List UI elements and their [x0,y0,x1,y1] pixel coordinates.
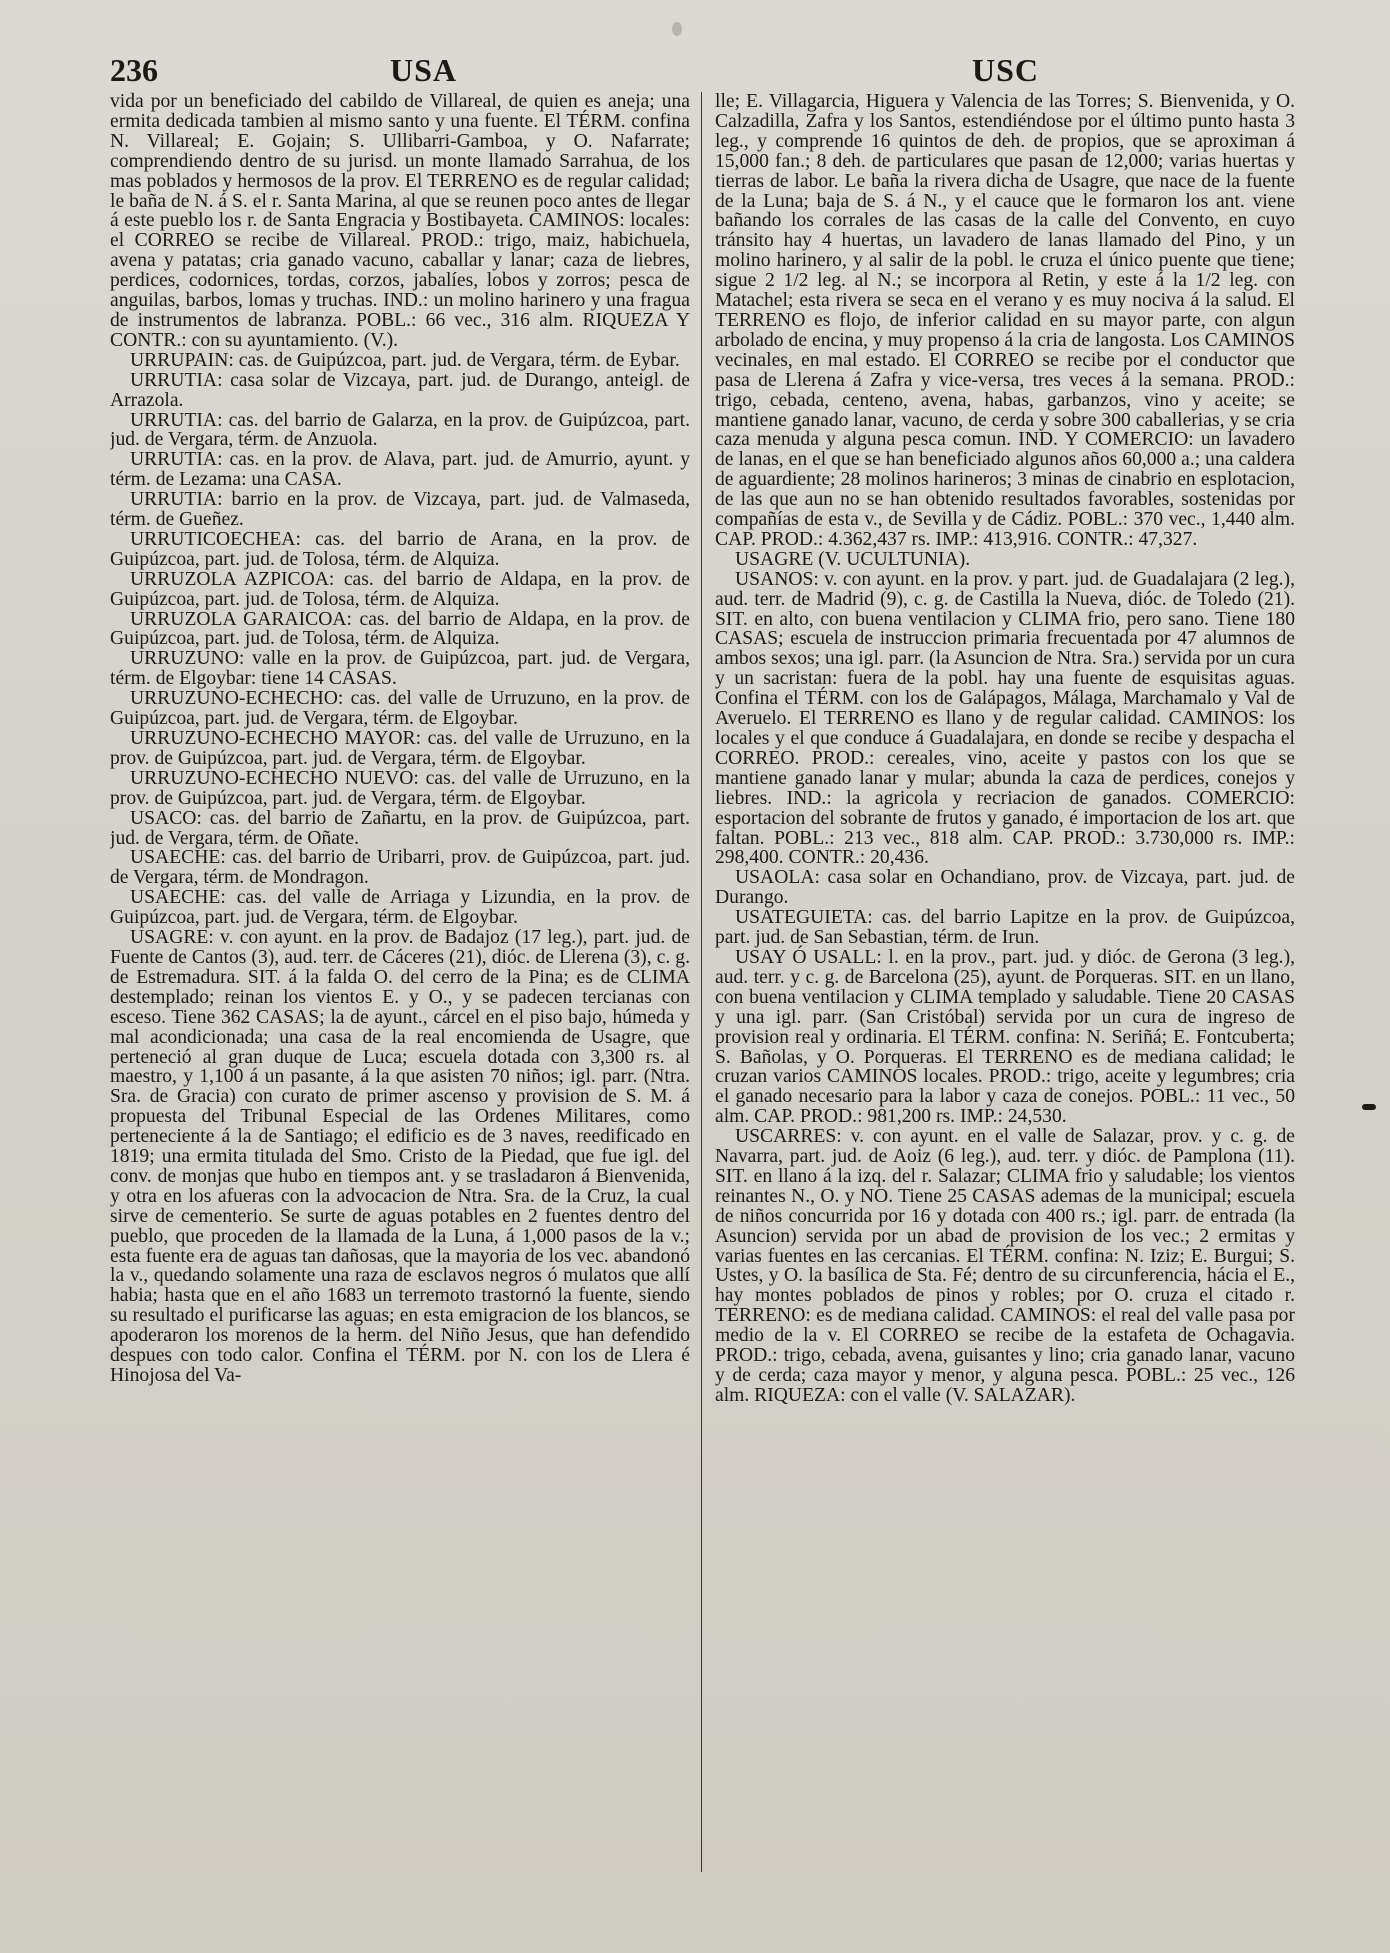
margin-mark [1362,1104,1376,1110]
entry-usanos: USANOS: v. con ayunt. en la prov. y part. jud. de Guadalajara (2 leg.), aud. terr. de Madrid (9), c. g. de Castilla la Nueva, dióc. de Toledo (21). SIT. en alto, con buena ventilacion y CLIMA frio, pero sano. Tiene 180 CASAS; escuela de instruccion primaria frecuentada por 47 alumnos de ambos sexos; una igl. parr. (la Asuncion de Ntra. Sra.) servida por un cura y un sacristan: fuera de la pobl. hay una fuente de esquisitas aguas. Confina el TÉRM. con los de Galápagos, Málaga, Marchamalo y Val de Averuelo. El TERRENO es llano y de regular calidad. CAMINOS: los locales y el que conduce á Guadalajara, en donde se recibe y despacha el CORREO. PROD.: cereales, vino, aceite y pastos con los que se mantiene ganado lanar y mular; abunda la caza de perdices, conejos y liebres. IND.: la agricola y recriacion de ganados. COMERCIO: esportacion del sobrante de frutos y ganado, é importacion de los art. que faltan. POBL.: 213 vec., 818 alm. CAP. PROD.: 3.730,000 rs. IMP.: 298,400. CONTR.: 20,436. [715,568,1295,869]
left-running-head: USA [390,52,458,88]
column-divider [701,92,702,1872]
entry-continuation: vida por un beneficiado del cabildo de Villareal, de quien es aneja; una ermita dedicada tambien al mismo santo y una fuente. El TÉRM. confina N. Villareal; E. Gojain; S. Ullibarri-Gamboa, y O. Nafarrate; comprendiendo dentro de su jurisd. un monte llamado Sarrahua, de los mas poblados y hermosos de la prov. El TERRENO es de regular calidad; le baña de N. á S. el r. Santa Marina, al que se reunen poco antes de llegar á este pueblo los r. de Santa Engracia y Bostibayeta. CAMINOS: locales: el CORREO se recibe de Villareal. PROD.: trigo, maiz, habichuela, avena y patatas; cria ganado vacuno, caballar y lanar; caza de liebres, perdices, codornices, tordas, corzos, jabalíes, lobos y zorros; pesca de anguilas, barbos, lomas y truchas. IND.: un molino harinero y una fragua de instrumentos de labranza. POBL.: 66 vec., 316 alm. RIQUEZA Y CONTR.: con su ayuntamiento. (V.). [110,92,690,351]
entry-usagre-ref: USAGRE (V. UCULTUNIA). [735,548,971,570]
entry-urruzola-azpicoa: URRUZOLA AZPICOA: cas. del barrio de Aldapa, en la prov. de Guipúzcoa, part. jud. de Tolosa, térm. de Alquiza. [110,568,690,610]
entry-urruzola-garaicoa: URRUZOLA GARAICOA: cas. del barrio de Aldapa, en la prov. de Guipúzcoa, part. jud. de Tolosa, térm. de Alquiza. [110,608,690,650]
entry-usateguieta: USATEGUIETA: cas. del barrio Lapitze en la prov. de Guipúzcoa, part. jud. de San Sebastian, térm. de Irun. [715,907,1295,949]
entry-urruticoechea: URRUTICOECHEA: cas. del barrio de Arana, en la prov. de Guipúzcoa, part. jud. de Tolosa, térm. de Alquiza. [110,528,690,570]
entry-urrutia-4: URRUTIA: barrio en la prov. de Vizcaya, part. jud. de Valmaseda, térm. de Gueñez. [110,489,690,531]
entry-usaeche-1: USAECHE: cas. del barrio de Uribarri, prov. de Guipúzcoa, part. jud. de Vergara, térm. de Mondragon. [110,847,690,889]
right-running-head: USC [972,52,1040,88]
entry-urruzuno-echecho: URRUZUNO-ECHECHO: cas. del valle de Urruzuno, en la prov. de Guipúzcoa, part. jud. de Vergara, térm. de Elgoybar. [110,688,690,730]
entry-usagre-continuation: lle; E. Villagarcia, Higuera y Valencia de las Torres; S. Bienvenida, y O. Calzadilla, Zafra y los Santos, estendiéndose por el último punto hasta 3 leg., y comprende 16 quintos de deh. de propios, que se aproximan á 15,000 fan.; 8 deh. de particulares que pasan de 12,000; varias huertas y tierras de labor. Le baña la rivera dicha de Usagre, que nace de la fuente de la Luna; baja de S. á N., y el cauce que le formaron los ant. viene bañando los corrales de las casas de la calle del Convento, en cuyo tránsito hay 4 huertas, un lavadero de lanas llamado del Pino, y un molino harinero, y al salir de la pobl. le cruza el único puente que tiene; sigue 2 1/2 leg. al N.; se incorpora al Retin, y este á la 1/2 leg. con Matachel; esta rivera se seca en el verano y es muy nociva á la salud. El TERRENO es flojo, de inferior calidad en su mayor parte, con algun arbolado de encina, y muy propenso á la cria de langosta. Los CAMINOS vecinales, en mal estado. El CORREO se recibe por el conductor que pasa de Llerena á Zafra y vice-versa, tres veces á la semana. PROD.: trigo, cebada, centeno, avena, habas, garbanzos, vino y aceite; se mantiene ganado lanar, vacuno, de cerda y sobre 300 caballerias, y se cria caza menuda y alguna pesca comun. IND. Y COMERCIO: un lavadero de lanas, en el que se han beneficiado algunos años 60,000 a.; una caldera de aguardiente; 28 molinos harineros; 3 minas de cinabrio en esplotacion, de las que aun no se han obtenido resultados favorables, sostenidas por compañías de esta v., de Sevilla y de Cádiz. POBL.: 370 vec., 1,440 alm. CAP. PROD.: 4.362,437 rs. IMP.: 413,916. CONTR.: 47,327. [715,92,1295,550]
entry-usaeche-2: USAECHE: cas. del valle de Arriaga y Lizundia, en la prov. de Guipúzcoa, part. jud. de Vergara, térm. de Elgoybar. [110,887,690,929]
left-column [110,92,690,1892]
entry-urrupain: URRUPAIN: cas. de Guipúzcoa, part. jud. de Vergara, térm. de Eybar. [130,349,680,371]
entry-uscarres: USCARRES: v. con ayunt. en el valle de Salazar, prov. y c. g. de Navarra, part. jud. de Aoiz (6 leg.), aud. terr. y dióc. de Pamplona (11). SIT. en llano á la izq. del r. Salazar; CLIMA frio y saludable; los vientos reinantes N., O. y NO. Tiene 25 CASAS ademas de la municipal; escuela de niños concurrida por 16 y dotada con 400 rs.; igl. parr. de entrada (la Asuncion) servida por un abad de provision de los vec.; 2 ermitas y varias fuentes en las cercanias. El TÉRM. confina: N. Iziz; E. Burgui; S. Ustes, y O. la basílica de Sta. Fé; dentro de su circunferencia, hácia el E., hay montes poblados de pinos y robles; por O. cruza el citado r. TERRENO: es de mediana calidad. CAMINOS: el real del valle pasa por medio de la v. El CORREO se recibe de la estafeta de Ochagavia. PROD.: trigo, cebada, avena, guisantes y lino; cria ganado lanar, vacuno y de cerda; caza mayor y menor, y alguna pesca. POBL.: 25 vec., 126 alm. RIQUEZA: con el valle (V. SALAZAR). [715,1126,1295,1406]
entry-urruzuno: URRUZUNO: valle en la prov. de Guipúzcoa, part. jud. de Vergara, térm. de Elgoybar: tiene 14 CASAS. [110,648,690,690]
entry-urrutia-1: URRUTIA: casa solar de Vizcaya, part. jud. de Durango, anteigl. de Arrazola. [110,369,690,411]
entry-usaola: USAOLA: casa solar en Ochandiano, prov. de Vizcaya, part. jud. de Durango. [715,867,1295,909]
entry-usay: USAY Ó USALL: l. en la prov., part. jud. y dióc. de Gerona (3 leg.), aud. terr. y c. g. de Barcelona (25), ayunt. de Porqueras. SIT. en un llano, con buena ventilacion y CLIMA templado y saludable. Tiene 20 CASAS y una igl. parr. (San Cristóbal) servida por un cura de ingreso de provision real y ordinaria. El TÉRM. confina: N. Seriñá; E. Fontcuberta; S. Bañolas, y O. Porqueras. El TERRENO es de mediana calidad; le cruzan varios CAMINOS locales. PROD.: trigo, aceite y legumbres; cria el ganado necesario para la labor y caza de conejos. POBL.: 11 vec., 50 alm. CAP. PROD.: 981,200 rs. IMP.: 24,530. [715,946,1295,1128]
entry-urruzuno-echecho-mayor: URRUZUNO-ECHECHO MAYOR: cas. del valle de Urruzuno, en la prov. de Guipúzcoa, part. jud. de Vergara, térm. de Elgoybar. [110,728,690,769]
entry-urrutia-3: URRUTIA: cas. en la prov. de Alava, part. jud. de Amurrio, ayunt. y térm. de Lezama: una CASA. [110,449,690,491]
entry-urruzuno-echecho-nuevo: URRUZUNO-ECHECHO NUEVO: cas. del valle de Urruzuno, en la prov. de Guipúzcoa, part. jud. de Vergara, térm. de Elgoybar. [110,767,690,809]
ink-blot [672,22,682,36]
entry-usagre: USAGRE: v. con ayunt. en la prov. de Badajoz (17 leg.), part. jud. de Fuente de Cantos (3), aud. terr. de Cáceres (21), dióc. de Llerena (3), c. g. de Estremadura. SIT. á la falda O. del cerro de la Pina; es de CLIMA destemplado; reinan los vientos E. y O., y se padecen tercianas con esceso. Tiene 362 CASAS; la de ayunt., cárcel en el piso bajo, húmeda y mal acondicionada; una casa de la real encomienda de Usagre, que perteneció al gran duque de Luca; escuela dotada con 3,300 rs. al maestro, y 1,100 á un pasante, á la que asisten 70 niños; igl. parr. (Ntra. Sra. de Gracia) con curato de primer ascenso y provision de S. M. á propuesta del Tribunal Especial de las Ordenes Militares, como perteneciente á la de Santiago; el edificio es de 3 naves, reedificado en 1819; una ermita titulada del Smo. Cristo de la Piedad, que fue igl. del conv. de monjas que hubo en tiempos ant. y se trasladaron á Bienvenida, y otra en los afueras con la advocacion de Ntra. Sra. de la Cruz, la cual sirve de cementerio. Se surte de aguas potables en 2 fuentes dentro del pueblo, que proceden de la llamada de la Luna, á 1,000 pasos de la v.; esta fuente era de aguas tan dañosas, que la mayoria de los vec. abandonó la v., quedando solamente una raza de esclavos negros ó mulatos que allí habia; hasta que en el año 1683 un terremoto trastornó la fuente, siendo su resultado el purificarse las aguas; en esta emigracion de los blancos, se apoderaron los morenos de la herm. del Niño Jesus, que han defendido despues con todo calor. Confina el TÉRM. por N. con los de Llera é Hinojosa del Va- [110,927,690,1386]
entry-usaco: USACO: cas. del barrio de Zañartu, en la prov. de Guipúzcoa, part. jud. de Vergara, térm. de Oñate. [110,807,690,849]
right-column [715,92,1295,1892]
page-number: 236 [110,52,158,88]
entry-urrutia-2: URRUTIA: cas. del barrio de Galarza, en la prov. de Guipúzcoa, part. jud. de Vergara, térm. de Anzuola. [110,409,690,451]
